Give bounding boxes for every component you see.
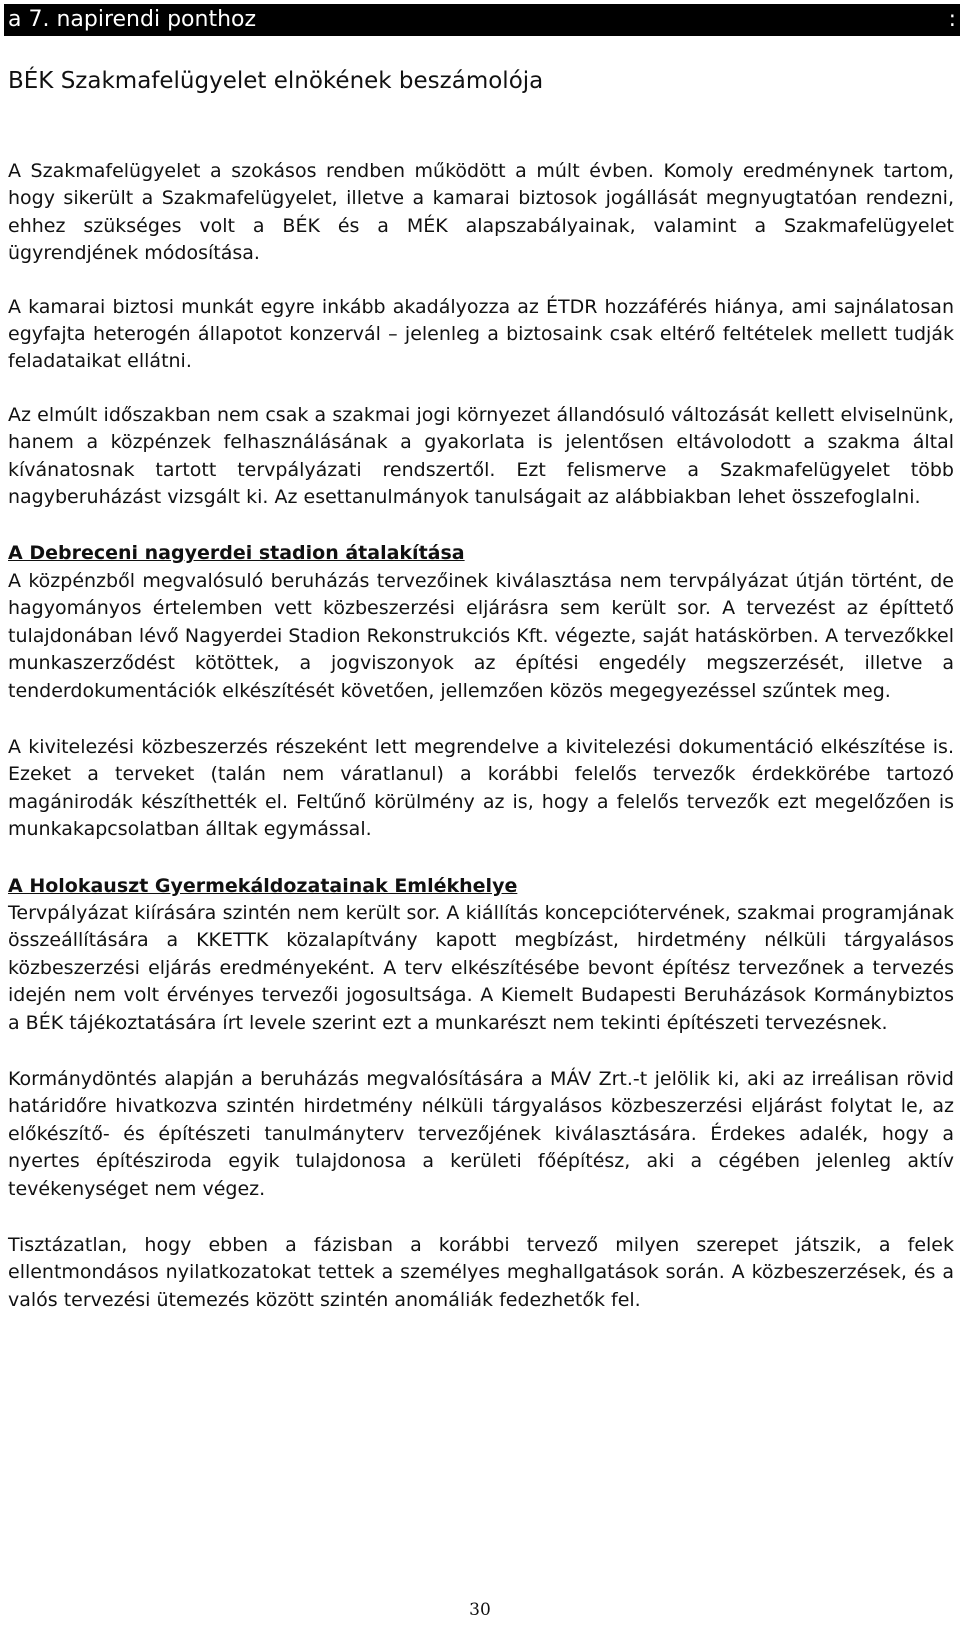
agenda-item-colon: : <box>948 7 956 32</box>
paragraph-debrecen-1: A közpénzből megvalósuló beruházás tervezőinek kiválasztása nem tervpályázat útján történt, de hagyományos értelemben vett közbeszerzési eljárásra sem került sor. A tervezést az építtető tulajdonában lévő Nagyerdei Stadion Rekonstrukciós Kft. végezte, saját hatáskörben. A tervezőkkel munkaszerződést kötöttek, a jogviszonyok az építési engedély megszerzését, illetve a tenderdokumentációk elkészítését követően, jellemzően közös megegyezéssel szűntek meg. <box>8 569 954 702</box>
page-title: BÉK Szakmafelügyelet elnökének beszámolója <box>8 68 544 94</box>
section-heading-holocaust: A Holokauszt Gyermekáldozatainak Emlékhelye <box>8 874 518 897</box>
paragraph-debrecen-2: A kivitelezési közbeszerzés részeként lett megrendelve a kivitelezési dokumentáció elkészítése is. Ezeket a terveket (talán nem váratlanul) a korábbi felelős tervezők érdekkörébe tartozó magánirodák készíthették el. Feltűnő körülmény az is, hogy a felelős tervezők ezt megelőzően is munkakapcsolatban álltak egymással. <box>8 735 954 841</box>
document-body <box>8 158 954 1314</box>
agenda-item-label: a 7. napirendi ponthoz <box>8 7 257 32</box>
paragraph-holocaust-2: Kormánydöntés alapján a beruházás megvalósítására a MÁV Zrt.-t jelölik ki, aki az irreálisan rövid határidőre hivatkozva szintén hirdetmény nélküli tárgyalásos közbeszerzési eljárást folytat le, az előkészítő- és építészeti tanulmányterv tervezőjének kiválasztására. Érdekes adalék, hogy a nyertes építésziroda egyik tulajdonosa a kerületi főépítész, aki a cégében jelenleg aktív tevékenységet nem végez. <box>8 1067 954 1200</box>
paragraph-intro: A Szakmafelügyelet a szokásos rendben működött a múlt évben. Komoly eredménynek tartom, hogy sikerült a Szakmafelügyelet, illetve a kamarai biztosok jogállását megnyugtatóan rendezni, ehhez szükséges volt a BÉK és a MÉK alapszabályainak, valamint a Szakmafelügyelet ügyrendjének módosítása. <box>8 160 954 265</box>
paragraph-etdr: A kamarai biztosi munkát egyre inkább akadályozza az ÉTDR hozzáférés hiánya, ami sajnálatosan egyfajta heterogén állapotot konzervál – jelenleg a biztosaink csak eltérő feltételek mellett tudják feladataikat ellátni. <box>8 295 954 373</box>
paragraph-holocaust-1: Tervpályázat kiírására szintén nem került sor. A kiállítás koncepciótervének, szakmai programjának összeállítására a KKETTK közalapítvány kapott megbízást, hirdetmény nélküli tárgyalásos közbeszerzési eljárás eredményeként. A terv elkészítésébe bevont építész tervezőnek a tervezés idején nem volt érvényes tervezői jogosultsága. A Kiemelt Budapesti Beruházások Kormánybiztos a BÉK tájékoztatására írt levele szerint ezt a munkarészt nem tekinti építészeti tervezésnek. <box>8 901 954 1034</box>
paragraph-holocaust-3: Tisztázatlan, hogy ebben a fázisban a korábbi tervező milyen szerepet játszik, a felek ellentmondásos nyilatkozatokat tettek a személyes meghallgatások során. A közbeszerzések, és a valós tervezési ütemezés között szintén anomáliák fedezhetők fel. <box>8 1234 954 1311</box>
agenda-header-bar <box>4 4 960 36</box>
section-heading-debrecen: A Debreceni nagyerdei stadion átalakítása <box>8 542 465 565</box>
page-number: 30 <box>469 1600 491 1620</box>
paragraph-public-funds: Az elmúlt időszakban nem csak a szakmai jogi környezet állandósuló változását kellett elviselnünk, hanem a közpénzek felhasználásának a gyakorlata is jelentősen eltávolodott a szakma által kívánatosnak tartott tervpályázati rendszertől. Ezt felismerve a Szakmafelügyelet több nagyberuházást vizsgált ki. Az esettanulmányok tanulságait az alábbiakban lehet összefoglalni. <box>8 403 954 509</box>
